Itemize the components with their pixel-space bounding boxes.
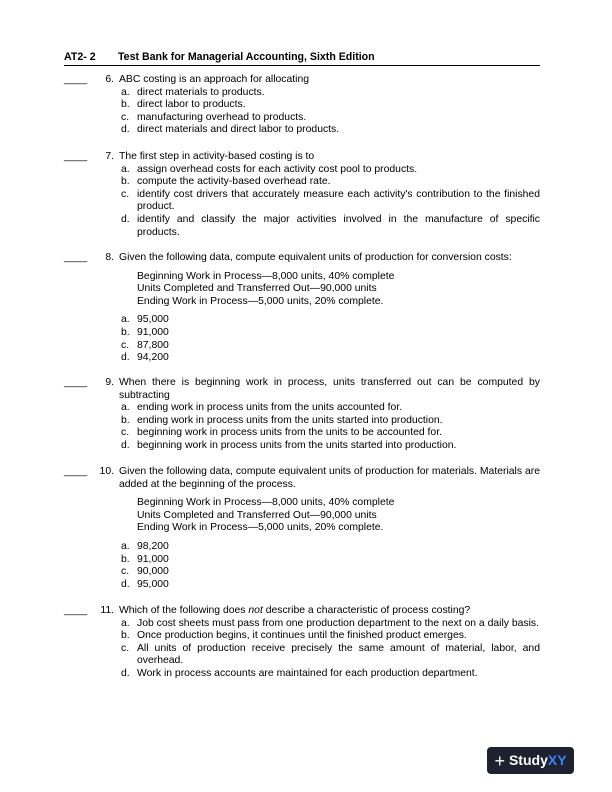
data-line: Ending Work in Process—5,000 units, 20% complete. <box>137 522 384 534</box>
question-8 <box>64 252 540 365</box>
choice-item: a. ending work in process units from the units accounted for. <box>121 402 403 414</box>
answer-blank: ____ <box>64 151 88 162</box>
question-stem: When there is beginning work in process, units transferred out can be computed by subtracting <box>119 377 540 401</box>
choice-item: a. direct materials to products. <box>121 86 265 98</box>
choice-item: a. 95,000 <box>121 314 169 326</box>
data-line: Beginning Work in Process—8,000 units, 40% complete <box>137 270 395 282</box>
choice-item: c. manufacturing overhead to products. <box>121 111 307 123</box>
question-number: 11. <box>100 605 114 616</box>
choice-item: c. All units of production receive precisely the same amount of material, labor, and overhead. <box>121 642 540 667</box>
choice-item: c. beginning work in process units from the units to be accounted for. <box>121 427 442 439</box>
choice-list <box>119 402 540 452</box>
answer-blank: ____ <box>64 74 88 85</box>
question-number: 6. <box>105 74 114 85</box>
choice-item: d. direct materials and direct labor to products. <box>121 124 340 136</box>
choice-item: c. 90,000 <box>121 566 169 578</box>
choice-item: d. 94,200 <box>121 352 169 364</box>
question-number: 10. <box>99 466 114 477</box>
question-7 <box>64 151 540 239</box>
question-11 <box>64 605 540 681</box>
data-line: Units Completed and Transferred Out—90,000 units <box>137 509 377 521</box>
question-stem: Which of the following does not describe a characteristic of process costing? <box>119 605 471 616</box>
choice-item: c. 87,800 <box>121 339 169 351</box>
choice-list <box>119 618 540 681</box>
plus-icon: + <box>494 750 505 771</box>
question-number: 8. <box>105 252 114 263</box>
question-6 <box>64 74 540 137</box>
answer-blank: ____ <box>64 605 88 616</box>
question-stem: Given the following data, compute equivalent units of production for conversion costs: <box>119 252 512 263</box>
choice-list <box>119 541 540 591</box>
data-line: Ending Work in Process—5,000 units, 20% complete. <box>137 295 384 307</box>
choice-item: d. 95,000 <box>121 578 169 590</box>
given-data <box>64 497 540 535</box>
question-number: 9. <box>105 377 114 388</box>
choice-list <box>119 164 540 240</box>
given-data <box>64 271 540 309</box>
choice-item: b. direct labor to products. <box>121 99 246 111</box>
answer-blank: ____ <box>64 252 88 263</box>
choice-item: b. ending work in process units from the units started into production. <box>121 414 443 426</box>
question-number: 7. <box>105 151 114 162</box>
choice-item: b. 91,000 <box>121 326 169 338</box>
question-stem: The first step in activity-based costing is to <box>119 151 315 162</box>
choice-item: d. Work in process accounts are maintained for each production department. <box>121 667 478 679</box>
choice-item: b. compute the activity-based overhead rate. <box>121 176 331 188</box>
data-line: Units Completed and Transferred Out—90,000 units <box>137 283 377 295</box>
page-header <box>64 51 540 66</box>
choice-item: d. beginning work in process units from the units started into production. <box>121 439 457 451</box>
book-title: Test Bank for Managerial Accounting, Sixth Edition <box>118 51 375 63</box>
question-9 <box>64 377 540 453</box>
question-stem: Given the following data, compute equivalent units of production for materials. Materials are added at the beginning of the process. <box>119 466 540 490</box>
question-10 <box>64 466 540 591</box>
choice-item: a. assign overhead costs for each activity cost pool to products. <box>121 163 418 175</box>
choice-item: c. identify cost drivers that accurately measure each activity's contribution to the finished product. <box>121 188 540 213</box>
choice-item: b. 91,000 <box>121 553 169 565</box>
choice-item: a. Job cost sheets must pass from one production department to the next on a daily basis. <box>121 617 539 629</box>
studyxy-logo <box>487 747 574 774</box>
logo-text: StudyXY <box>508 752 567 769</box>
chapter-code: AT2- 2 <box>64 51 96 63</box>
answer-blank: ____ <box>64 466 88 477</box>
choice-item: a. 98,200 <box>121 540 169 552</box>
choice-item: d. identify and classify the major activities involved in the manufacture of specific products. <box>121 213 540 238</box>
emphasis-not: not <box>248 605 263 616</box>
data-line: Beginning Work in Process—8,000 units, 40% complete <box>137 497 395 509</box>
question-stem: ABC costing is an approach for allocating <box>119 74 310 85</box>
answer-blank: ____ <box>64 377 88 388</box>
choice-list <box>119 87 540 137</box>
choice-item: b. Once production begins, it continues until the finished product emerges. <box>121 630 467 642</box>
choice-list <box>119 314 540 364</box>
